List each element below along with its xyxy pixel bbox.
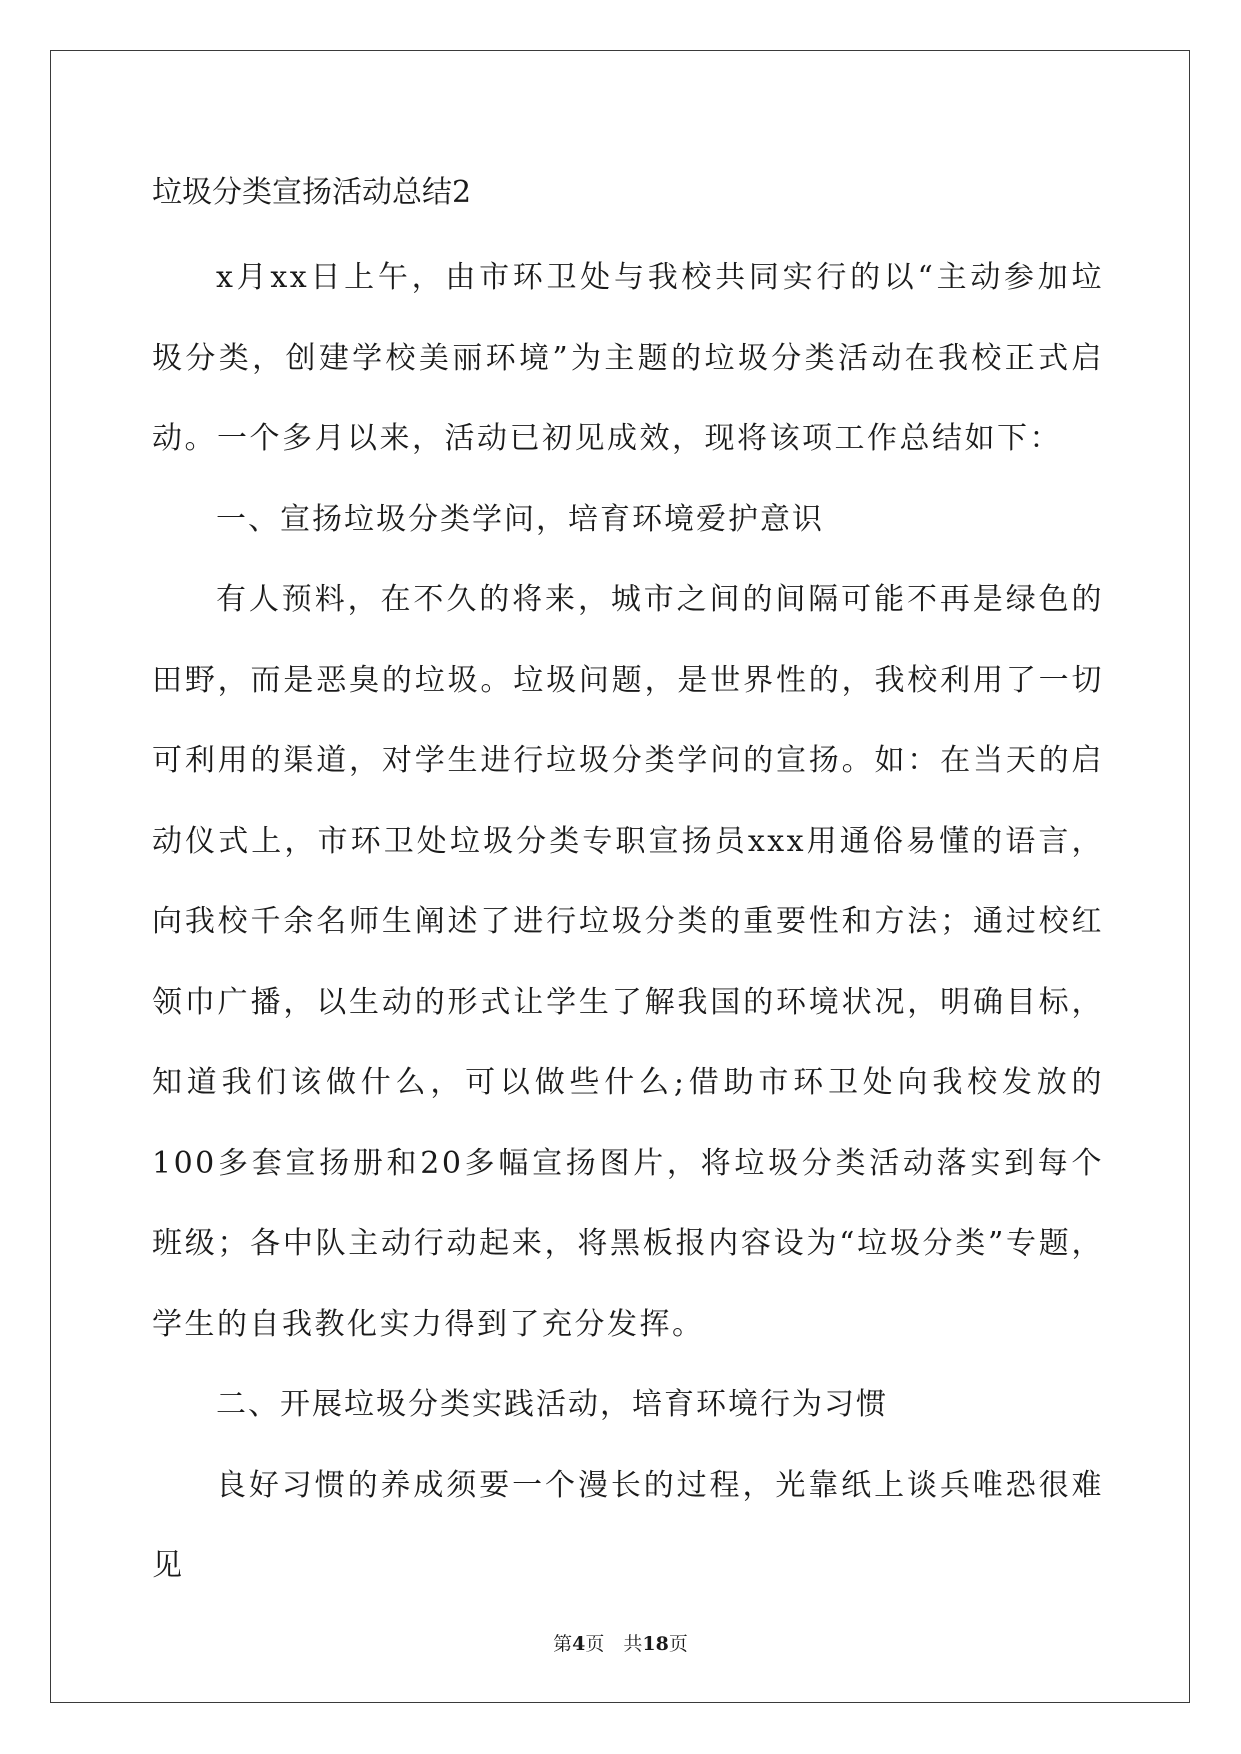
page-footer — [0, 1632, 1241, 1656]
footer-prefix: 第 — [553, 1633, 573, 1655]
current-page-number: 4 — [572, 1633, 586, 1655]
paragraph-section-2: 良好习惯的养成须要一个漫长的过程，光靠纸上谈兵唯恐很难见 — [152, 1467, 1104, 1583]
section-heading-2: 二、开展垃圾分类实践活动，培育环境行为习惯 — [216, 1387, 888, 1422]
document-title: 垃圾分类宣扬活动总结2 — [152, 175, 472, 210]
document-body — [152, 156, 1104, 1607]
footer-mid: 页 共 — [585, 1633, 643, 1655]
footer-suffix: 页 — [668, 1633, 688, 1655]
section-heading-1: 一、宣扬垃圾分类学问，培育环境爱护意识 — [216, 501, 824, 537]
paragraph-intro: x月xx日上午，由市环卫处与我校共同实行的以“主动参加垃圾分类，创建学校美丽环境”为主题的垃圾分类活动在我校正式启动。一个多月以来，活动已初见成效，现将该项工作总结如下： — [152, 260, 1104, 456]
total-page-count: 18 — [642, 1633, 669, 1655]
paragraph-section-1: 有人预料，在不久的将来，城市之间的间隔可能不再是绿色的田野，而是恶臭的垃圾。垃圾问题，是世界性的，我校利用了一切可利用的渠道，对学生进行垃圾分类学问的宣扬。如：在当天的启动仪式上，市环卫处垃圾分类专职宣扬员xxx用通俗易懂的语言，向我校千余名师生阐述了进行垃圾分类的重要性和方法；通过校红领巾广播，以生动的形式让学生了解我国的环境状况，明确目标，知道我们该做什么，可以做些什么;借助市环卫处向我校发放的100多套宣扬册和20多幅宣扬图片，将垃圾分类活动落实到每个班级；各中队主动行动起来，将黑板报内容设为“垃圾分类”专题，学生的自我教化实力得到了充分发挥。 — [152, 582, 1104, 1342]
